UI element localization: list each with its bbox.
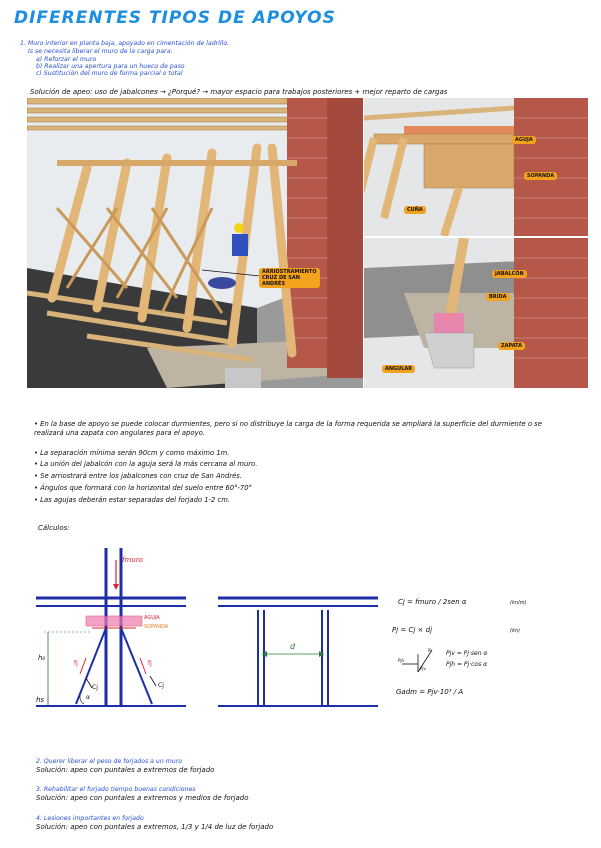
tag-arriostramiento bbox=[259, 268, 320, 288]
force-decomposition-sketch bbox=[398, 646, 438, 676]
section4-heading: 4. Lesiones importantes en forjado bbox=[36, 815, 144, 822]
note-2: • La separación mínima serán 90cm y como máximo 1m. bbox=[34, 449, 230, 457]
formula-gadm: Gadm = Pjv·10³ / A bbox=[396, 688, 464, 696]
tag-arriostramiento-line1: ARRIOSTRAMIENTO bbox=[262, 269, 317, 275]
section3-heading: 3. Rehabilitar el forjado tiempo buenas condiciones bbox=[36, 786, 196, 793]
note-5: • Ángulos que formará con la horizontal del suelo entre 60°-70° bbox=[34, 484, 252, 492]
label-sopanda: SOPANDA bbox=[144, 624, 169, 630]
label-fj-right: fj bbox=[148, 660, 152, 667]
tag-cuna: CUÑA bbox=[404, 206, 426, 214]
tag-angular: ANGULAR bbox=[382, 365, 415, 373]
section1-option-a: a) Reforzar el muro bbox=[36, 56, 97, 63]
label-h0: h₀ bbox=[38, 654, 46, 662]
section1-option-c: c) Sustitución del muro de forma parcial o total bbox=[36, 70, 183, 77]
formula-pj: Pj = Cj × dj bbox=[392, 626, 433, 634]
section2-solution: Solución: apeo con puntales a extremos de forjado bbox=[36, 766, 215, 774]
render-apeo-jabalcones bbox=[27, 98, 363, 388]
label-pjv: Pjv bbox=[420, 666, 426, 671]
render-aguja-detail bbox=[364, 98, 588, 236]
page-title: DIFERENTES TIPOS DE APOYOS bbox=[14, 8, 336, 28]
note-3-text: La unión del jabalcón con la aguja será la más cercana al muro. bbox=[40, 460, 258, 468]
render-aguja-drawing bbox=[364, 98, 588, 236]
section3-solution: Solución: apeo con puntales a extremos y medios de forjado bbox=[36, 794, 249, 802]
label-cj-left: Cj bbox=[92, 684, 98, 691]
tag-jabalcon: JABALCÓN bbox=[492, 270, 527, 278]
diagram-puntales-separation bbox=[218, 588, 378, 718]
note-1: • En la base de apoyo se puede colocar durmientes, pero si no distribuye la carga de la forma requerida se ampliará la superficie del durmiente o se realizará una zapata con angulares para el apoyo. bbox=[34, 420, 542, 437]
label-pj: Pj bbox=[428, 648, 432, 653]
formula-pj-unit: (kn) bbox=[510, 628, 520, 634]
note-6: • Las agujas deberán estar separadas del forjado 1-2 cm. bbox=[34, 496, 230, 504]
label-cj-right: Cj bbox=[158, 682, 164, 689]
formula-cj: Cj = fmuro / 2sen α bbox=[398, 598, 467, 606]
label-pjh: Pjh bbox=[398, 658, 405, 663]
tag-zapata: ZAPATA bbox=[498, 342, 525, 350]
diagram-puntales-svg bbox=[218, 588, 378, 718]
section4-solution: Solución: apeo con puntales a extremos, 1/3 y 1/4 de luz de forjado bbox=[36, 823, 274, 831]
section1-intro: Is se necesita liberar el muro de la carga para: bbox=[28, 48, 173, 55]
diagram-jabalcon-svg bbox=[36, 548, 196, 718]
note-2-text: La separación mínima serán 90cm y como máximo 1m. bbox=[40, 449, 230, 457]
diagram-jabalcon-forces bbox=[36, 548, 196, 718]
solution-line: Solución de apeo: uso de jabalcones → ¿Porqué? → mayor espacio para trabajos posteriores + mejor reparto de cargas bbox=[30, 88, 448, 96]
formula-pjv: Pjv = Pj·sen α bbox=[446, 650, 488, 657]
note-5-text: Ángulos que formará con la horizontal del suelo entre 60°-70° bbox=[40, 484, 252, 492]
label-aguja: AGUJA bbox=[144, 615, 160, 621]
tag-arriostramiento-line2: CRUZ DE SAN bbox=[262, 275, 300, 281]
tag-aguja: AGUJA bbox=[512, 136, 536, 144]
formula-cj-unit: (kn/m) bbox=[510, 600, 527, 606]
render-zapata-detail bbox=[364, 238, 588, 388]
tag-sopanda: SOPANDA bbox=[524, 172, 557, 180]
note-6-text: Las agujas deberán estar separadas del forjado 1-2 cm. bbox=[40, 496, 230, 504]
render-apeo-drawing bbox=[27, 98, 363, 388]
calculos-heading: Cálculos: bbox=[38, 524, 70, 532]
label-alpha: α bbox=[86, 694, 90, 701]
tag-brida: BRIDA bbox=[486, 293, 510, 301]
formula-pjh: Pjh = Pj·cos α bbox=[446, 661, 488, 668]
section2-heading: 2. Querer liberar el peso de forjados a un muro bbox=[36, 758, 183, 765]
section1-heading: 1. Muro interior en planta baja, apoyado en cimentación de ladrillo. bbox=[20, 40, 230, 47]
section1-option-b: b) Realizar una apertura para un hueco de paso bbox=[36, 63, 185, 70]
label-fj-left: fj bbox=[74, 660, 78, 667]
label-hs: hs bbox=[36, 696, 45, 704]
note-3: • La unión del jabalcón con la aguja será la más cercana al muro. bbox=[34, 460, 258, 468]
note-4: • Se arriostrará entre los jabalcones con cruz de San Andrés. bbox=[34, 472, 242, 480]
note-4-text: Se arriostrará entre los jabalcones con cruz de San Andrés. bbox=[40, 472, 242, 480]
note-1-text: En la base de apoyo se puede colocar durmientes, pero si no distribuye la carga de la forma requerida se ampliará la superficie del durmiente o se realizará una zapata con angulares para el apoyo. bbox=[34, 420, 542, 437]
tag-arriostramiento-line3: ANDRÉS bbox=[262, 281, 286, 287]
label-fmuro: fmuro bbox=[122, 556, 143, 564]
label-d: d bbox=[290, 642, 296, 651]
